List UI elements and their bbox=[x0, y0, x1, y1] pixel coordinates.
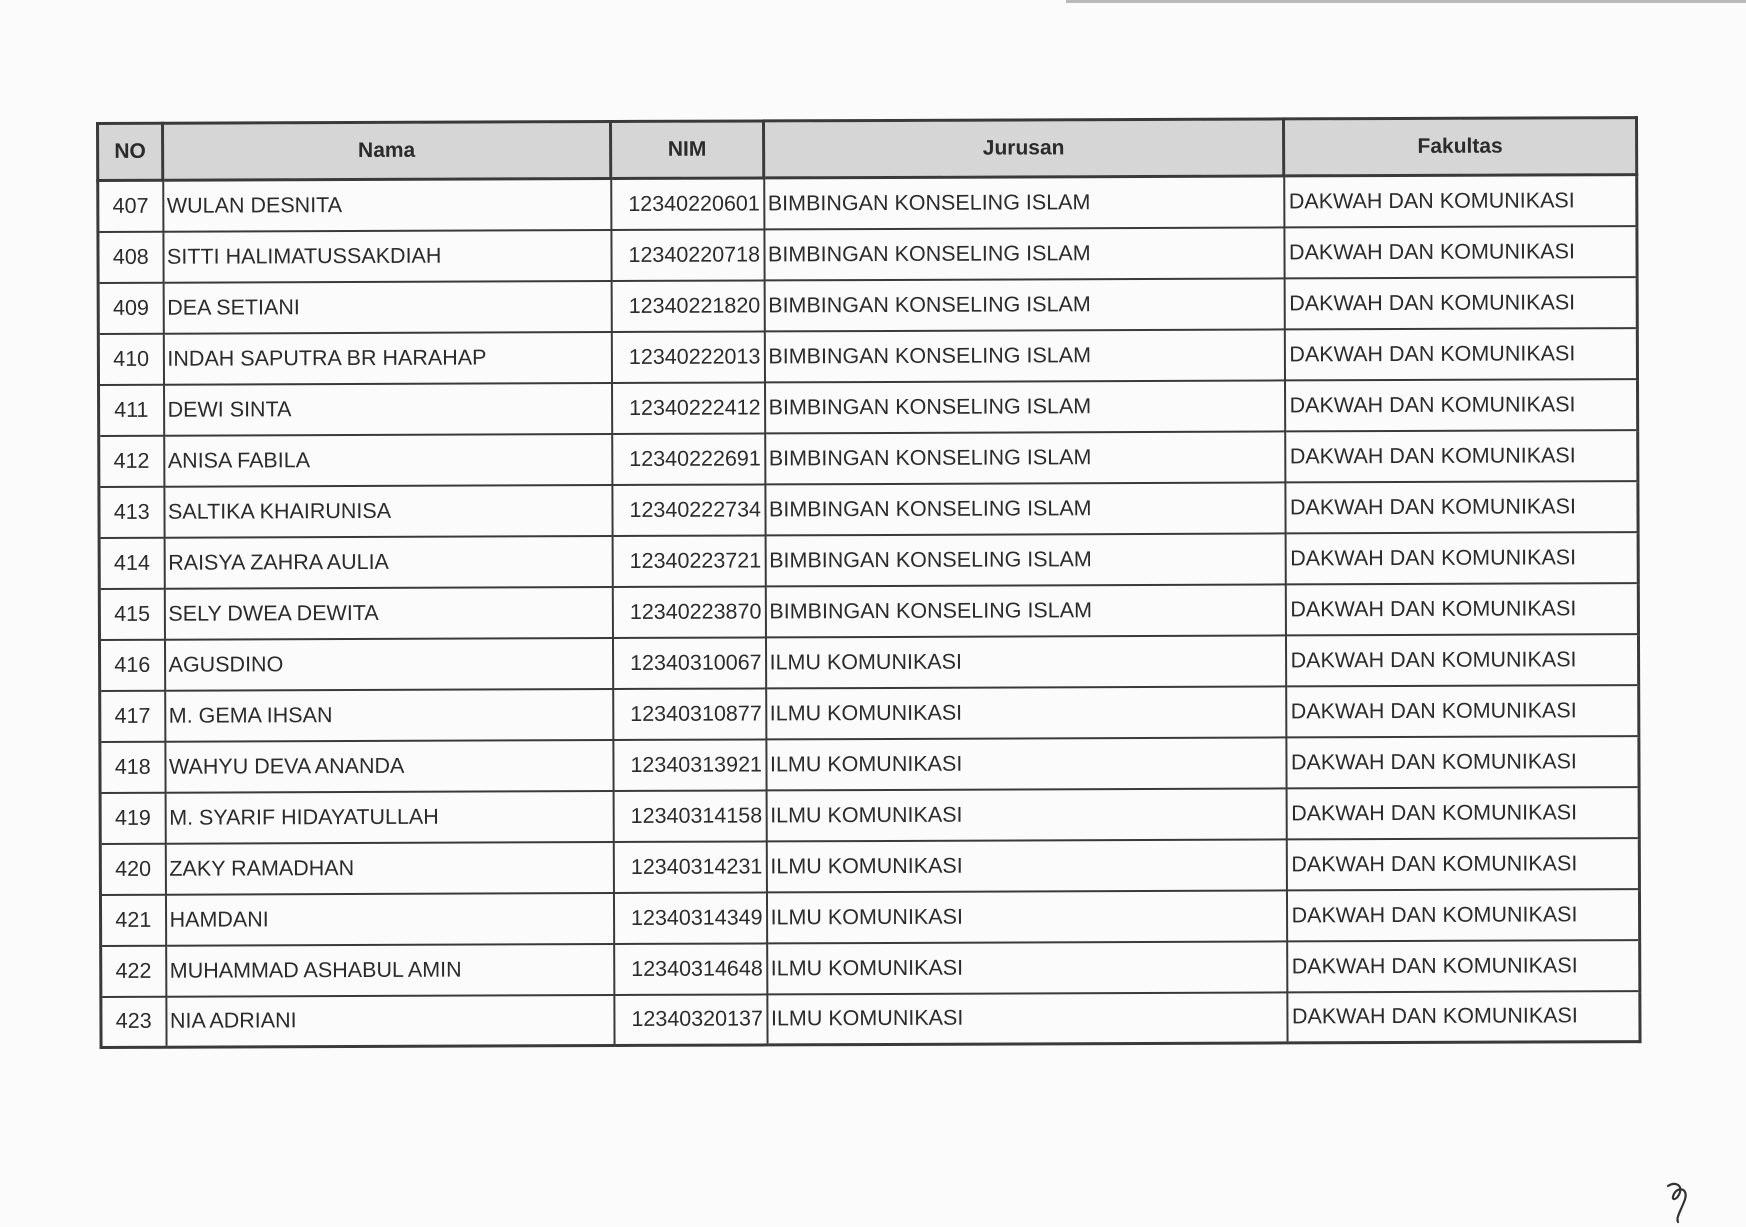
cell-nim: 12340220601 bbox=[611, 178, 764, 230]
cell-nim: 12340313921 bbox=[613, 739, 766, 791]
cell-jurusan: BIMBINGAN KONSELING ISLAM bbox=[764, 176, 1284, 229]
cell-nim: 12340222691 bbox=[612, 433, 765, 485]
cell-nim: 12340314648 bbox=[614, 943, 767, 995]
cell-jurusan: ILMU KOMUNIKASI bbox=[766, 686, 1286, 739]
cell-nama: ZAKY RAMADHAN bbox=[165, 842, 613, 895]
cell-fakultas: DAKWAH DAN KOMUNIKASI bbox=[1287, 991, 1640, 1043]
cell-jurusan: ILMU KOMUNIKASI bbox=[766, 788, 1286, 841]
table-row bbox=[99, 532, 1638, 589]
cell-no: 420 bbox=[100, 843, 165, 894]
cell-nama: NIA ADRIANI bbox=[166, 995, 614, 1048]
cell-nama: DEWI SINTA bbox=[164, 383, 612, 436]
cell-jurusan: ILMU KOMUNIKASI bbox=[765, 635, 1285, 688]
cell-fakultas: DAKWAH DAN KOMUNIKASI bbox=[1285, 532, 1638, 584]
table-row bbox=[98, 175, 1637, 232]
cell-nama: HAMDANI bbox=[165, 893, 613, 946]
cell-fakultas: DAKWAH DAN KOMUNIKASI bbox=[1284, 277, 1637, 329]
cell-fakultas: DAKWAH DAN KOMUNIKASI bbox=[1284, 175, 1637, 227]
cell-nim: 12340222734 bbox=[612, 484, 765, 536]
cell-nama: WULAN DESNITA bbox=[163, 179, 611, 232]
cell-nama: M. SYARIF HIDAYATULLAH bbox=[165, 791, 613, 844]
table-body bbox=[98, 175, 1640, 1048]
cell-no: 419 bbox=[100, 792, 165, 843]
cell-fakultas: DAKWAH DAN KOMUNIKASI bbox=[1285, 481, 1638, 533]
table-header-row bbox=[98, 118, 1637, 181]
cell-nim: 12340314349 bbox=[613, 892, 766, 944]
cell-nim: 12340222013 bbox=[611, 331, 764, 383]
cell-fakultas: DAKWAH DAN KOMUNIKASI bbox=[1286, 889, 1639, 941]
cell-no: 417 bbox=[100, 690, 165, 741]
cell-no: 415 bbox=[99, 588, 164, 639]
cell-fakultas: DAKWAH DAN KOMUNIKASI bbox=[1284, 379, 1637, 431]
cell-no: 413 bbox=[99, 486, 164, 537]
cell-jurusan: ILMU KOMUNIKASI bbox=[766, 839, 1286, 892]
cell-no: 410 bbox=[98, 333, 163, 384]
cell-nama: AGUSDINO bbox=[164, 638, 612, 691]
header-fakultas: Fakultas bbox=[1283, 118, 1636, 176]
cell-jurusan: BIMBINGAN KONSELING ISLAM bbox=[765, 431, 1285, 484]
cell-jurusan: BIMBINGAN KONSELING ISLAM bbox=[764, 227, 1284, 280]
header-no: NO bbox=[98, 123, 163, 180]
cell-nim: 12340222412 bbox=[612, 382, 765, 434]
table-row bbox=[98, 277, 1637, 334]
table-row bbox=[99, 379, 1638, 436]
cell-no: 409 bbox=[98, 282, 163, 333]
cell-jurusan: BIMBINGAN KONSELING ISLAM bbox=[765, 482, 1285, 535]
cell-fakultas: DAKWAH DAN KOMUNIKASI bbox=[1284, 328, 1637, 380]
cell-nim: 12340310067 bbox=[612, 637, 765, 689]
paraf-initial-mark bbox=[1660, 1180, 1700, 1225]
cell-nim: 12340310877 bbox=[613, 688, 766, 740]
table-row bbox=[101, 991, 1640, 1048]
cell-nim: 12340220718 bbox=[611, 229, 764, 281]
cell-nama: SALTIKA KHAIRUNISA bbox=[164, 485, 612, 538]
cell-no: 422 bbox=[101, 945, 166, 996]
header-nim: NIM bbox=[611, 121, 764, 179]
cell-jurusan: ILMU KOMUNIKASI bbox=[766, 890, 1286, 943]
cell-nama: INDAH SAPUTRA BR HARAHAP bbox=[163, 332, 611, 385]
cell-nama: M. GEMA IHSAN bbox=[165, 689, 613, 742]
cell-jurusan: ILMU KOMUNIKASI bbox=[767, 941, 1287, 994]
table-row bbox=[100, 838, 1639, 895]
cell-fakultas: DAKWAH DAN KOMUNIKASI bbox=[1285, 583, 1638, 635]
cell-jurusan: BIMBINGAN KONSELING ISLAM bbox=[764, 329, 1284, 382]
cell-fakultas: DAKWAH DAN KOMUNIKASI bbox=[1284, 226, 1637, 278]
header-jurusan: Jurusan bbox=[764, 119, 1284, 178]
cell-no: 414 bbox=[99, 537, 164, 588]
table-row bbox=[100, 736, 1639, 793]
cell-nama: RAISYA ZAHRA AULIA bbox=[164, 536, 612, 589]
cell-fakultas: DAKWAH DAN KOMUNIKASI bbox=[1286, 787, 1639, 839]
table-row bbox=[99, 634, 1638, 691]
cell-nim: 12340314231 bbox=[613, 841, 766, 893]
cell-fakultas: DAKWAH DAN KOMUNIKASI bbox=[1286, 736, 1639, 788]
cell-nama: ANISA FABILA bbox=[164, 434, 612, 487]
cell-nim: 12340223870 bbox=[612, 586, 765, 638]
cell-fakultas: DAKWAH DAN KOMUNIKASI bbox=[1287, 940, 1640, 992]
table-row bbox=[99, 481, 1638, 538]
table-row bbox=[101, 940, 1640, 997]
table-row bbox=[99, 583, 1638, 640]
cell-no: 423 bbox=[101, 996, 166, 1047]
cell-nama: WAHYU DEVA ANANDA bbox=[165, 740, 613, 793]
header-nama: Nama bbox=[163, 122, 611, 181]
cell-no: 421 bbox=[100, 894, 165, 945]
scan-edge-line bbox=[1066, 0, 1746, 3]
cell-fakultas: DAKWAH DAN KOMUNIKASI bbox=[1286, 685, 1639, 737]
cell-nim: 12340221820 bbox=[611, 280, 764, 332]
cell-no: 416 bbox=[99, 639, 164, 690]
cell-jurusan: ILMU KOMUNIKASI bbox=[767, 992, 1287, 1045]
cell-nim: 12340223721 bbox=[612, 535, 765, 587]
cell-no: 407 bbox=[98, 180, 163, 231]
cell-no: 408 bbox=[98, 231, 163, 282]
cell-nama: SITTI HALIMATUSSAKDIAH bbox=[163, 230, 611, 283]
table-row bbox=[98, 328, 1637, 385]
table-row bbox=[99, 430, 1638, 487]
cell-no: 411 bbox=[99, 384, 164, 435]
cell-nama: SELY DWEA DEWITA bbox=[164, 587, 612, 640]
cell-jurusan: BIMBINGAN KONSELING ISLAM bbox=[765, 533, 1285, 586]
table-row bbox=[98, 226, 1637, 283]
cell-no: 412 bbox=[99, 435, 164, 486]
table-row bbox=[100, 685, 1639, 742]
cell-nim: 12340320137 bbox=[614, 994, 767, 1046]
cell-fakultas: DAKWAH DAN KOMUNIKASI bbox=[1285, 634, 1638, 686]
cell-nama: DEA SETIANI bbox=[163, 281, 611, 334]
cell-no: 418 bbox=[100, 741, 165, 792]
cell-nama: MUHAMMAD ASHABUL AMIN bbox=[166, 944, 614, 997]
cell-jurusan: BIMBINGAN KONSELING ISLAM bbox=[765, 584, 1285, 637]
table-row bbox=[100, 889, 1639, 946]
cell-jurusan: ILMU KOMUNIKASI bbox=[766, 737, 1286, 790]
cell-fakultas: DAKWAH DAN KOMUNIKASI bbox=[1285, 430, 1638, 482]
cell-jurusan: BIMBINGAN KONSELING ISLAM bbox=[765, 380, 1285, 433]
table-row bbox=[100, 787, 1639, 844]
cell-jurusan: BIMBINGAN KONSELING ISLAM bbox=[764, 278, 1284, 331]
cell-nim: 12340314158 bbox=[613, 790, 766, 842]
student-table bbox=[96, 116, 1642, 1049]
cell-fakultas: DAKWAH DAN KOMUNIKASI bbox=[1286, 838, 1639, 890]
